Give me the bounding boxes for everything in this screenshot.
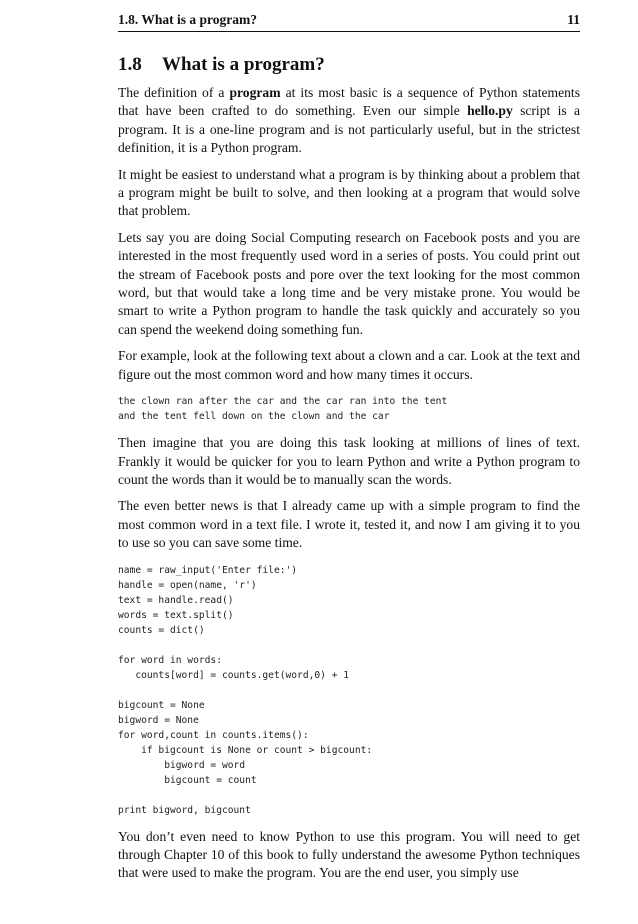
code-line: if bigcount is None or count > bigcount: [118, 744, 373, 756]
paragraph-text: The definition of a [118, 85, 230, 100]
code-line: and the tent fell down on the clown and the car [118, 411, 390, 423]
paragraph-imagine: Then imagine that you are doing this task looking at millions of lines of text. Frankly it would be quicker for you to learn Python and write a Python program to count the words than it would be to manually scan the words. [118, 435, 580, 487]
code-line: bigword = None [118, 714, 199, 726]
paragraph-end-user: You don’t even need to know Python to use this program. You will need to get through Chapter 10 of this book to fully understand the awesome Python techniques that were used to make the program. You are the end user, you simply use [118, 828, 580, 881]
bold-term-hello-py: hello.py [467, 103, 513, 119]
bold-term-program: program [229, 85, 281, 100]
sample-text-block [118, 394, 580, 424]
paragraph-social-computing: Lets say you are doing Social Computing research on Facebook posts and you are interested in the most frequently used word in a series of posts. You could print out the stream of Facebook posts and pore over the text looking for the most common word, but that would take a long time and be very mistake prone. You would be smart to write a Python program to handle the task quickly and accurately so you can spend the weekend doing something fun. [118, 229, 580, 337]
code-line: name = raw_input('Enter file:') [118, 564, 298, 576]
code-line: bigcount = None [118, 699, 205, 711]
code-line: for word in words: [118, 654, 222, 666]
code-line: bigcount = count [118, 774, 257, 786]
running-header [118, 12, 580, 32]
code-line [118, 638, 580, 653]
section-number: 1.8 [118, 54, 142, 75]
code-line [118, 788, 580, 803]
section-heading [118, 54, 580, 76]
code-block [118, 563, 580, 818]
page [118, 12, 580, 891]
paragraph-better-news: The even better news is that I already came up with a simple program to find the most common word in a text file. I wrote it, tested it, and now I am giving it to you to use so you can save some time. [118, 498, 580, 551]
paragraph-text: script is a program. It is a one-line program and is not particularly useful, but in the strictest definition, it is a Python program. [118, 103, 581, 156]
section-title: What is a program? [162, 54, 325, 75]
code-line: bigword = word [118, 759, 246, 771]
page-number: 11 [567, 12, 580, 27]
code-line: the clown ran after the car and the car ran into the tent [118, 396, 448, 408]
running-title: 1.8. What is a program? [118, 12, 258, 27]
paragraph-example: For example, look at the following text about a clown and a car. Look at the text and figure out the most common word and how many times it occurs. [118, 348, 580, 382]
code-line: text = handle.read() [118, 594, 234, 606]
code-line: handle = open(name, 'r') [118, 579, 257, 591]
code-line: counts[word] = counts.get(word,0) + 1 [118, 669, 350, 681]
code-line: print bigword, bigcount [118, 804, 251, 816]
code-line [118, 683, 580, 698]
code-line: words = text.split() [118, 609, 234, 621]
paragraph-definition [118, 84, 580, 158]
code-line: for word,count in counts.items(): [118, 729, 309, 741]
paragraph-text: at its most basic is a sequence of Python statements that have been crafted to do something. Even our simple [118, 85, 580, 119]
code-line: counts = dict() [118, 624, 205, 636]
paragraph-understand: It might be easiest to understand what a program is by thinking about a problem that a program might be built to solve, and then looking at a program that would solve that problem. [118, 166, 580, 219]
